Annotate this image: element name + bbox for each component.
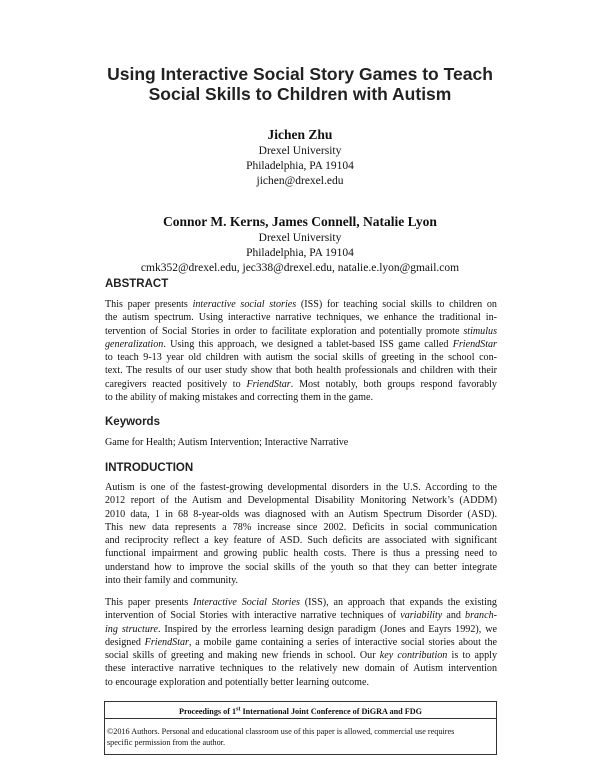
- introduction-heading: INTRODUCTION: [105, 462, 194, 474]
- text-line: caregivers reacted positively to FriendStar. Most notably, both groups respond favorably: [105, 378, 497, 390]
- text-line: understand how to improve the social skills of the youth so that they can better integrate: [105, 561, 497, 573]
- text-line: these interactive narrative techniques to the relatively new domain of Autism intervention: [105, 663, 497, 675]
- emphasized-term: key contribution: [379, 650, 448, 662]
- author-affiliation: Drexel University: [258, 145, 342, 157]
- text-line: text. The results of our user study show that both health professionals and children with their: [105, 365, 497, 377]
- text-line: to the ability of making mistakes and correcting them in the game.: [105, 392, 373, 404]
- proceedings-text-pre: Proceedings of 1: [178, 707, 237, 716]
- text-line: This paper presents interactive social stories (ISS) for teaching social skills to children on: [105, 299, 497, 310]
- introduction-paragraph-1: [105, 481, 497, 587]
- text-line: Autism is one of the fastest-growing developmental disorders in the U.S. According to the: [105, 482, 497, 493]
- proceedings-footer: [104, 701, 497, 755]
- text-line: social skills of greeting and making new friends in school. Our key contribution is to apply: [105, 650, 497, 662]
- copyright-notice: [105, 719, 496, 748]
- author-name: Jichen Zhu: [267, 127, 333, 142]
- keywords-line: Game for Health; Autism Intervention; Interactive Narrative: [105, 437, 349, 448]
- emphasized-term: generalization: [105, 338, 164, 350]
- text-line: functional impairment and growing public health costs. There is thus a pressing need to: [105, 548, 497, 560]
- text-line: the autism spectrum. Using interactive narrative techniques, we enhance the traditional in-: [105, 312, 497, 324]
- author-email: jichen@drexel.edu: [256, 175, 344, 187]
- emphasized-term: branch-: [465, 610, 497, 622]
- proceedings-text-post: International Joint Conference of DiGRA and FDG: [240, 707, 423, 716]
- text-line: 2012 report of the Autism and Developmental Disability Monitoring Network’s (ADDM): [105, 495, 497, 507]
- text-line: 2010 data, 1 in 68 8-year-olds was diagnosed with an Autism Spectrum Disorder (ASD).: [105, 508, 497, 520]
- author-block-1: [70, 126, 530, 189]
- text-line: into their family and community.: [105, 575, 239, 587]
- title-line-2: Social Skills to Children with Autism: [148, 84, 452, 104]
- emphasized-term: variability: [400, 610, 443, 622]
- copyright-line-2: specific permission from the author.: [107, 738, 226, 747]
- text-line: tervention of Social Stories in order to facilitate exploration and potentially promote stimulus: [105, 325, 497, 337]
- title-line-1: Using Interactive Social Story Games to Teach: [107, 64, 493, 84]
- emphasized-term: FriendStar: [246, 378, 291, 390]
- author-block-2: [70, 213, 530, 276]
- text-line: ing structure. Inspired by the errorless learning design paradigm (Jones and Eayrs 1992), we: [105, 623, 497, 635]
- text-line: and reciprocity reflect a key feature of ASD. Such deficits are associated with significant: [105, 535, 497, 547]
- emphasized-term: interactive social stories: [192, 299, 297, 310]
- proceedings-line: [105, 702, 496, 719]
- emphasized-term: FriendStar: [452, 338, 497, 350]
- text-line: This new data represents a 78% increase since 2002. Deficits in social communication: [105, 521, 497, 533]
- author-names: Connor M. Kerns, James Connell, Natalie Lyon: [163, 214, 437, 229]
- proceedings-sup: st: [236, 706, 241, 713]
- emphasized-term: stimulus: [463, 325, 497, 337]
- emphasized-term: Interactive Social Stories: [193, 597, 300, 608]
- copyright-line-1: ©2016 Authors. Personal and educational classroom use of this paper is allowed, commercial use requires: [107, 727, 455, 736]
- keywords-text: [105, 436, 497, 449]
- author-location: Philadelphia, PA 19104: [246, 247, 354, 259]
- text-line: to teach 9-13 year old children with autism the social skills of greeting in the school con-: [105, 352, 497, 364]
- text-line: generalization. Using this approach, we designed a tablet-based ISS game called FriendStar: [105, 338, 497, 350]
- author-location: Philadelphia, PA 19104: [246, 160, 354, 172]
- abstract-paragraph: [105, 298, 497, 404]
- text-line: intervention of Social Stories with interactive narrative techniques of variability and branch-: [105, 610, 497, 622]
- introduction-paragraph-2: [105, 596, 497, 689]
- emphasized-term: ing structure: [105, 623, 158, 635]
- text-line: This paper presents Interactive Social Stories (ISS), an approach that expands the existing: [105, 597, 497, 608]
- paper-title: [70, 64, 530, 104]
- abstract-heading: ABSTRACT: [105, 278, 169, 290]
- text-line: to encourage exploration and potentially better learning outcome.: [105, 676, 370, 688]
- emphasized-term: FriendStar: [144, 636, 189, 648]
- text-line: designed FriendStar, a mobile game containing a series of interactive social stories about the: [105, 636, 498, 648]
- author-emails: cmk352@drexel.edu, jec338@drexel.edu, natalie.e.lyon@gmail.com: [140, 262, 460, 274]
- author-affiliation: Drexel University: [258, 232, 342, 244]
- keywords-heading: Keywords: [105, 416, 160, 428]
